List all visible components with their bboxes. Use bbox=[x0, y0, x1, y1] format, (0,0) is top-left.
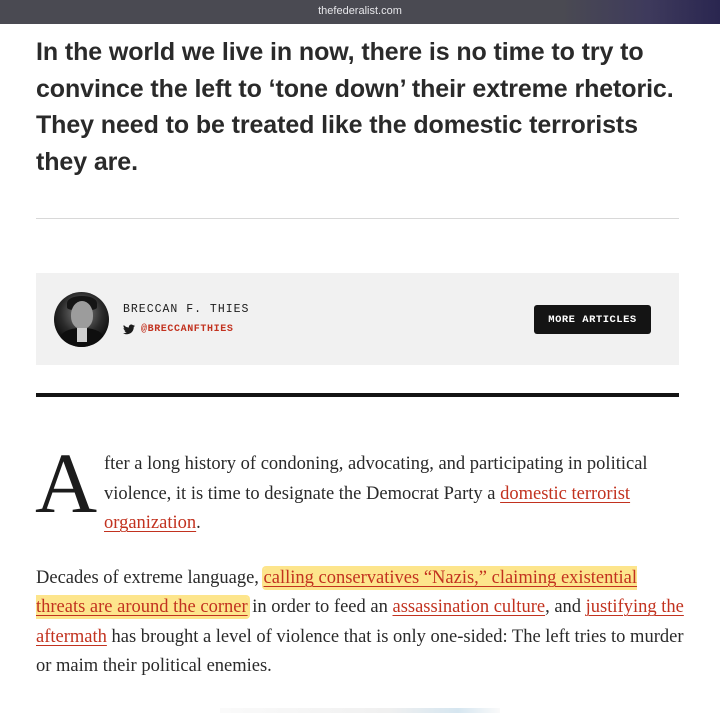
author-card bbox=[36, 273, 679, 365]
author-avatar[interactable] bbox=[54, 292, 109, 347]
author-handle: @BRECCANFTHIES bbox=[141, 324, 234, 335]
more-articles-button[interactable]: MORE ARTICLES bbox=[534, 305, 651, 334]
justifying-aftermath-link[interactable]: justifying the aftermath bbox=[36, 597, 684, 647]
paragraph-text: in order to feed an bbox=[247, 597, 393, 618]
article-paragraph-1 bbox=[104, 450, 684, 539]
paragraph-text: , and bbox=[545, 597, 586, 618]
url-text: thefederalist.com bbox=[318, 5, 402, 17]
paragraph-text-end: . bbox=[196, 513, 201, 533]
paragraph-text: has brought a level of violence that is only one-sided: The left tries to murder or maim their political enemies. bbox=[36, 626, 684, 676]
divider bbox=[36, 218, 679, 219]
paragraph-text: fter a long history of condoning, advocating, and participating in political violence, it is time to designate the Democrat Party a bbox=[104, 454, 648, 504]
article-headline: In the world we live in now, there is no time to try to convince the left to ‘tone down’ their extreme rhetoric. They need to be treated like the domestic terrorists they are. bbox=[36, 38, 674, 176]
twitter-icon bbox=[123, 324, 135, 335]
paragraph-text: Decades of extreme language, bbox=[36, 568, 264, 588]
drop-cap: A bbox=[35, 435, 98, 531]
article-paragraph-2 bbox=[36, 564, 684, 681]
author-name[interactable]: BRECCAN F. THIES bbox=[123, 303, 250, 316]
highlighted-link[interactable]: calling conservatives “Nazis,” claiming existential threats are around the corner bbox=[36, 568, 638, 618]
browser-url-bar[interactable] bbox=[0, 0, 720, 24]
embedded-media-edge bbox=[220, 708, 500, 713]
article-divider bbox=[36, 393, 679, 397]
assassination-culture-link[interactable]: assassination culture bbox=[392, 597, 546, 618]
domestic-terrorist-link[interactable]: domestic terrorist organization bbox=[104, 483, 631, 533]
author-twitter-link[interactable] bbox=[123, 324, 233, 335]
